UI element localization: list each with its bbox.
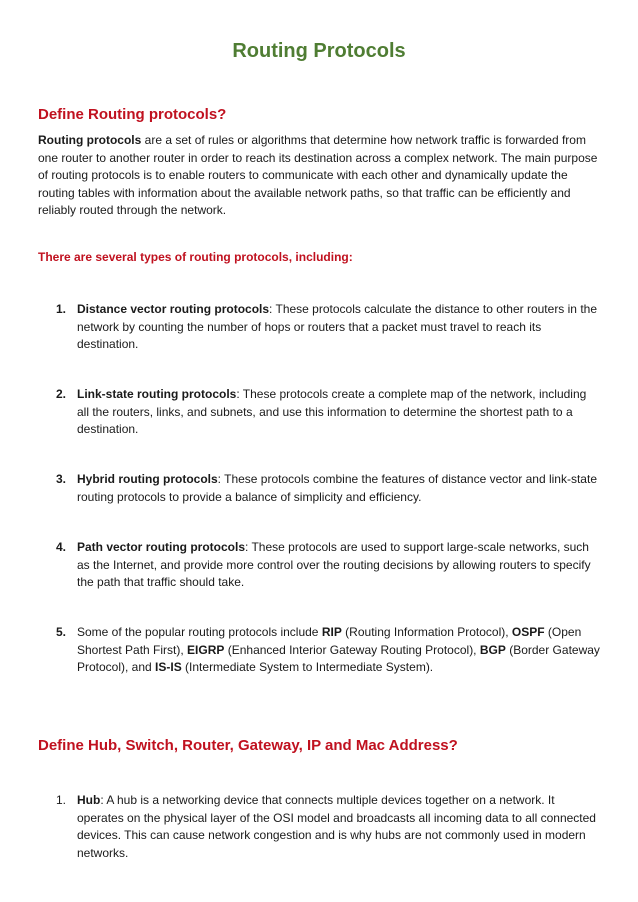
list-text: : A hub is a networking device that connects multiple devices together on a network. It operates on the physical layer of the OSI model and broadcasts all incoming data to all connected devices. This can cause network congestion and is why hubs are not commonly used in modern networks. xyxy=(77,793,596,860)
list-item-hub xyxy=(56,792,600,862)
list-text: (Routing Information Protocol), xyxy=(341,625,512,639)
list-text: (Enhanced Interior Gateway Routing Protocol), xyxy=(224,642,480,657)
list-number: 1. xyxy=(56,793,67,807)
protocol-name: EIGRP xyxy=(187,642,225,657)
list-text: : These protocols combine the features of distance vector and link-state routing protocols to provide a balance of simplicity and efficiency. xyxy=(77,472,597,504)
list-text: : These protocols calculate the distance to other routers in the network by counting the number of hops or routers that a packet must travel to reach its destination. xyxy=(77,302,597,352)
intro-term: Routing protocols xyxy=(38,133,142,147)
list-text: : These protocols are used to support large-scale networks, such as the Internet, and provide more control over the routing decisions by allowing routers to specify the path that traffic should take. xyxy=(77,540,591,590)
intro-text: are a set of rules or algorithms that determine how network traffic is forwarded from one router to another router in order to reach its destination across a complex network. The main purpose of routing protocols is to enable routers to communicate with each other and dynamically update the routing tables with information about the available network paths, so that traffic can be efficiently and reliably routed through the network. xyxy=(38,133,598,218)
list-number: 5. xyxy=(56,625,67,639)
intro-paragraph xyxy=(38,132,600,220)
list-text: (Border Gateway Protocol), and xyxy=(77,642,600,675)
protocol-name: BGP xyxy=(479,642,506,657)
list-term: Hub xyxy=(77,793,101,807)
types-heading: There are several types of routing protocols, including: xyxy=(38,250,353,264)
list-term: Path vector routing protocols xyxy=(77,540,246,554)
section-heading-network-devices: Define Hub, Switch, Router, Gateway, IP and Mac Address? xyxy=(38,737,458,754)
protocol-name: IS-IS xyxy=(155,660,182,675)
list-number: 1. xyxy=(56,302,67,316)
list-text: Some of the popular routing protocols include xyxy=(77,625,322,639)
section-heading-routing-protocols: Define Routing protocols? xyxy=(38,106,227,123)
protocol-name: RIP xyxy=(321,625,342,639)
list-item xyxy=(56,471,600,506)
list-number: 3. xyxy=(56,472,67,486)
list-item-popular-protocols xyxy=(56,624,600,677)
list-number: 4. xyxy=(56,540,67,554)
list-item xyxy=(56,386,600,439)
list-item xyxy=(56,301,600,354)
list-term: Link-state routing protocols xyxy=(77,387,237,401)
list-item xyxy=(56,539,600,592)
list-term: Hybrid routing protocols xyxy=(77,472,218,486)
protocol-name: OSPF xyxy=(511,625,545,639)
list-term: Distance vector routing protocols xyxy=(77,302,270,316)
list-text: (Intermediate System to Intermediate System). xyxy=(181,660,434,675)
page-title: Routing Protocols xyxy=(232,40,406,62)
list-number: 2. xyxy=(56,387,67,401)
list-text: (Open Shortest Path First), xyxy=(77,625,582,657)
list-text: : These protocols create a complete map of the network, including all the routers, links, and subnets, and use this information to determine the shortest path to a destination. xyxy=(77,387,587,437)
